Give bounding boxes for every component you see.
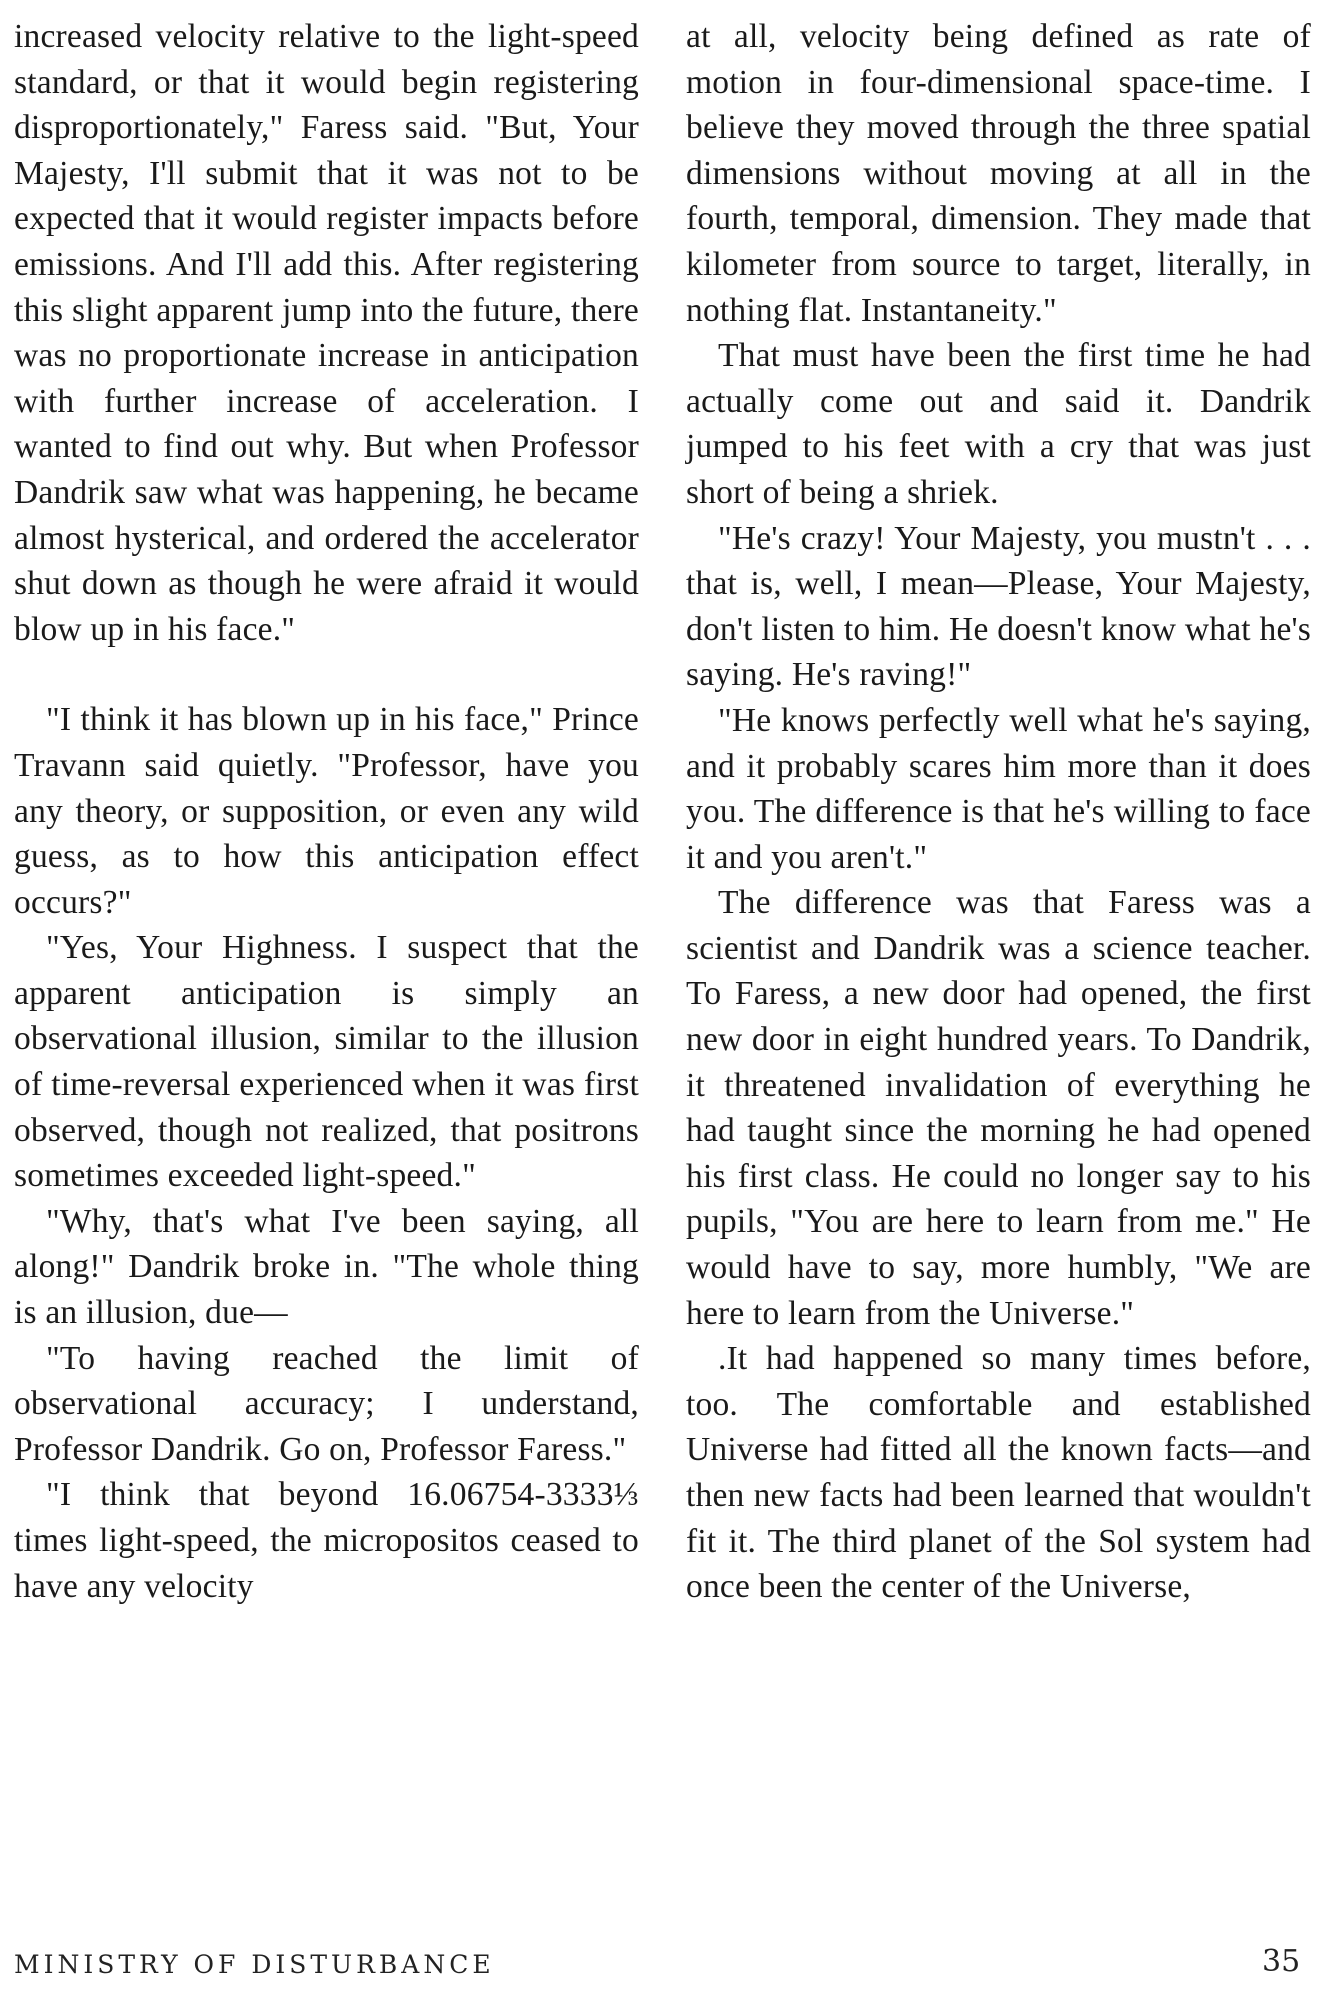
paragraph: The difference was that Faress was a scientist and Dandrik was a science teacher. To Faress, a new door had opened, the first new door in eight hundred years. To Dandrik, it threatened invalidation of everything he had taught since the morning he had opened his first class. He could no longer say to his pupils, "You are here to learn from me." He would have to say, more humbly, "We are here to learn from the Universe."	[686, 884, 1311, 1332]
paragraph: "He's crazy! Your Majesty, you mustn't . . . that is, well, I mean—Please, Your Majesty, don't listen to him. He doesn't know what he's saying. He's raving!"	[686, 519, 1311, 694]
right-column	[686, 14, 1311, 1610]
paragraph: That must have been the first time he had actually come out and said it. Dandrik jumped to his feet with a cry that was just short of being a shriek.	[686, 337, 1311, 511]
paragraph: "I think that beyond 16.06754-3333⅓ times light-speed, the micropositos ceased to have any velocity	[14, 1476, 639, 1605]
paragraph: at all, velocity being defined as rate of motion in four-dimensional space-time. I believe they moved through the three spatial dimensions without moving at all in the fourth, temporal, dimension. They made that kilometer from source to target, literally, in nothing flat. Instantaneity."	[686, 18, 1311, 329]
paragraph: "He knows perfectly well what he's saying, and it probably scares him more than it does you. The difference is that he's willing to face it and you aren't."	[686, 701, 1311, 876]
paragraph: "I think it has blown up in his face," Prince Travann said quietly. "Professor, have you any theory, or supposition, or even any wild guess, as to how this anticipation effect occurs?"	[14, 701, 639, 921]
paragraph: increased velocity relative to the light-speed standard, or that it would begin registering disproportionately," Faress said. "But, Your Majesty, I'll submit that it was not to be expected that it would register impacts before emissions. And I'll add this. After registering this slight apparent jump into the future, there was no proportionate increase in anticipation with further increase of acceleration. I wanted to find out why. But when Professor Dandrik saw what was happening, he became almost hysterical, and ordered the accelerator shut down as though he were afraid it would blow up in his face."	[14, 18, 639, 648]
paragraph: "Yes, Your Highness. I suspect that the apparent anticipation is simply an observational illusion, similar to the illusion of time-reversal experienced when it was first observed, though not realized, that positrons sometimes exceeded light-speed."	[14, 929, 639, 1195]
paragraph: "Why, that's what I've been saying, all along!" Dandrik broke in. "The whole thing is an illusion, due—	[14, 1202, 639, 1332]
running-footer-title: MINISTRY OF DISTURBANCE	[14, 1950, 495, 1979]
paragraph: .It had happened so many times before, too. The comfortable and established Universe had fitted all the known facts—and then new facts had been learned that wouldn't fit it. The third planet of the Sol system had once been the center of the Universe,	[686, 1340, 1311, 1606]
left-column	[14, 14, 639, 1609]
page-number: 35	[1262, 1944, 1301, 1979]
paragraph: "To having reached the limit of observational accuracy; I understand, Professor Dandrik. Go on, Professor Faress."	[14, 1339, 639, 1468]
